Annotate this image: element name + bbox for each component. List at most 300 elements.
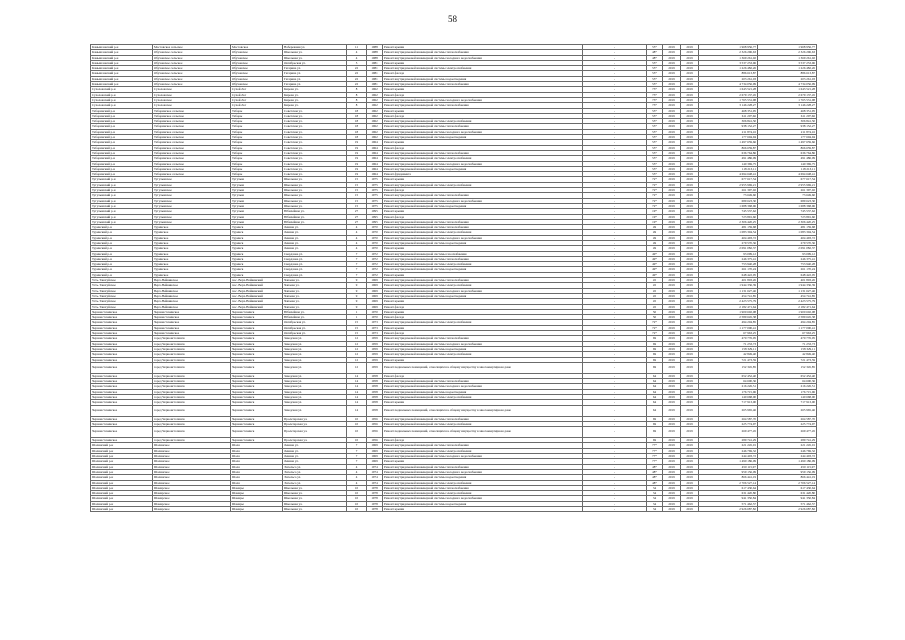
- cell-dash: -: [583, 389, 647, 394]
- cell-work-type: Ремонт внутридомовой инженерной системы холодного водоснабжения: [383, 198, 583, 203]
- cell-plan-end: 2019: [681, 60, 699, 65]
- cell-cost: 745 537,62: [699, 209, 758, 214]
- cell-settlement: Черноисточинск: [231, 325, 283, 330]
- cell-plan-end: 2019: [681, 395, 699, 400]
- cell-settlement: Шамары: [231, 491, 283, 496]
- cell-year: 1962: [367, 129, 383, 134]
- cell-municipality: Сухоложское: [153, 97, 231, 102]
- cell-cost-total: 866 441,19: [758, 475, 817, 480]
- cell-house: 8: [347, 97, 367, 102]
- cell-cost: 454 741,85: [699, 293, 758, 298]
- cell-settlement: Туринск: [231, 246, 283, 251]
- cell-plan-start: 2019: [663, 256, 681, 261]
- cell-cost-total: 1 900 602,08: [758, 309, 817, 314]
- cell-municipality: Тугулымское: [153, 219, 231, 224]
- cell-plan-start: 2019: [663, 384, 681, 389]
- cell-dash: -: [583, 66, 647, 71]
- cell-dash: -: [583, 235, 647, 240]
- cell-settlement: Черноисточинск: [231, 336, 283, 341]
- cell-year: 1958: [367, 373, 383, 378]
- cell-district: Таборинский р-н: [91, 150, 153, 155]
- cell-settlement: Черноисточинск: [231, 438, 283, 443]
- cell-wear: 48*: [647, 55, 663, 60]
- cell-settlement: Шаля: [231, 448, 283, 453]
- cell-cost-total: 689 623,30: [758, 198, 817, 203]
- cell-cost: 1 968 956,77: [699, 45, 758, 50]
- cell-wear: 19*: [647, 219, 663, 224]
- cell-wear: 45: [647, 278, 663, 283]
- cell-cost-total: 177 604,94: [758, 135, 817, 140]
- cell-plan-end: 2019: [681, 113, 699, 118]
- cell-plan-end: 2019: [681, 92, 699, 97]
- cell-plan-start: 2019: [663, 405, 681, 416]
- cell-district: Туринский р-н: [91, 225, 153, 230]
- cell-street: Заводская ул.: [283, 352, 347, 357]
- cell-district: Камышловский р-н: [91, 50, 153, 55]
- cell-municipality: Шалинское: [153, 454, 231, 459]
- cell-plan-start: 2019: [663, 45, 681, 50]
- cell-district: Сухоложский р-н: [91, 103, 153, 108]
- cell-street: Заводская ул.: [283, 400, 347, 405]
- cell-dash: -: [583, 304, 647, 309]
- cell-cost-total: 306 841,50: [758, 119, 817, 124]
- cell-plan-start: 2019: [663, 108, 681, 113]
- cell-house: 15: [347, 188, 367, 193]
- cell-plan-end: 2019: [681, 71, 699, 76]
- cell-district: Черноисточинское: [91, 421, 153, 426]
- cell-year: 1995: [367, 219, 383, 224]
- cell-dash: -: [583, 103, 647, 108]
- cell-plan-start: 2019: [663, 346, 681, 351]
- cell-cost-total: 938 152,27: [758, 124, 817, 129]
- cell-plan-end: 2019: [681, 464, 699, 469]
- cell-dash: -: [583, 443, 647, 448]
- cell-settlement: Черноисточинск: [231, 421, 283, 426]
- cell-plan-end: 2019: [681, 156, 699, 161]
- cell-work-type: Ремонт внутридомовой инженерной системы электроснабжения: [383, 119, 583, 124]
- cell-cost-total: 723 891,60: [758, 214, 817, 219]
- cell-settlement: Тугулым: [231, 209, 283, 214]
- cell-street: Свердлова ул.: [283, 267, 347, 272]
- cell-cost: 571 462,57: [699, 501, 758, 506]
- cell-year: 1974: [367, 475, 383, 480]
- cell-settlement: Туринск: [231, 235, 283, 240]
- cell-district: Туринский р-н: [91, 230, 153, 235]
- cell-wear: 72*: [647, 198, 663, 203]
- cell-settlement: Сухой Лог: [231, 97, 283, 102]
- cell-district: Туринский р-н: [91, 256, 153, 261]
- cell-settlement: Шамары: [231, 485, 283, 490]
- cell-plan-end: 2019: [681, 427, 699, 438]
- cell-wear: 69: [647, 336, 663, 341]
- cell-dash: -: [583, 209, 647, 214]
- cell-cost-total: 2 706 527,14: [758, 480, 817, 485]
- cell-wear: 73*: [647, 97, 663, 102]
- cell-settlement: Черноисточинск: [231, 405, 283, 416]
- cell-district: Таборинский р-н: [91, 129, 153, 134]
- cell-municipality: Таборинское сельское: [153, 113, 231, 118]
- cell-municipality: город Черноисточинск: [153, 395, 231, 400]
- cell-work-type: Ремонт фасада: [383, 188, 583, 193]
- cell-street: Энгельса ул.: [283, 464, 347, 469]
- cell-cost: 152 345,85: [699, 362, 758, 373]
- cell-cost: 721 473,59: [699, 357, 758, 362]
- cell-house: 10: [347, 421, 367, 426]
- cell-street: Чапаева ул.: [283, 283, 347, 288]
- cell-settlement: Черноисточинск: [231, 315, 283, 320]
- cell-cost: 481 159,68: [699, 225, 758, 230]
- cell-house: 1: [347, 315, 367, 320]
- cell-district: Тугулымский р-н: [91, 182, 153, 187]
- cell-settlement: Черноисточинск: [231, 379, 283, 384]
- cell-district: Шалинский р-н: [91, 507, 153, 512]
- cell-settlement: Обуховское: [231, 60, 283, 65]
- cell-dash: -: [583, 92, 647, 97]
- cell-cost: 959 156,09: [699, 469, 758, 474]
- cell-cost-total: 1 944 336,39: [758, 283, 817, 288]
- cell-year: 1962: [367, 135, 383, 140]
- cell-cost: 491 486,09: [699, 156, 758, 161]
- cell-district: Шалинский р-н: [91, 496, 153, 501]
- cell-cost-total: 2 306 420,25: [758, 219, 817, 224]
- cell-house: 7: [347, 459, 367, 464]
- cell-district: Усть-Таватуйское: [91, 288, 153, 293]
- cell-settlement: Шамары: [231, 496, 283, 501]
- cell-cost: 279 570,36: [699, 240, 758, 245]
- cell-house: 12: [347, 352, 367, 357]
- cell-plan-end: 2019: [681, 299, 699, 304]
- cell-street: Школьная ул.: [283, 485, 347, 490]
- cell-dash: -: [583, 325, 647, 330]
- cell-street: Школьная ул.: [283, 507, 347, 512]
- cell-municipality: Туринское: [153, 251, 231, 256]
- cell-dash: -: [583, 203, 647, 208]
- cell-work-type: Ремонт внутридомовой инженерной системы холодного водоснабжения: [383, 129, 583, 134]
- cell-year: 1973: [367, 325, 383, 330]
- cell-plan-start: 2019: [663, 214, 681, 219]
- cell-house: 10: [347, 416, 367, 421]
- cell-settlement: Таборы: [231, 124, 283, 129]
- cell-work-type: Ремонт внутридомовой инженерной системы теплоснабжения: [383, 256, 583, 261]
- cell-dash: -: [583, 427, 647, 438]
- cell-cost-total: 677 617,54: [758, 177, 817, 182]
- cell-year: 1970: [367, 235, 383, 240]
- cell-wear: 55*: [647, 140, 663, 145]
- cell-municipality: город Черноисточинск: [153, 421, 231, 426]
- cell-house: 14: [347, 373, 367, 378]
- cell-house: 15: [347, 331, 367, 336]
- cell-plan-end: 2019: [681, 443, 699, 448]
- cell-district: Таборинский р-н: [91, 140, 153, 145]
- cell-district: Черноисточинское: [91, 346, 153, 351]
- cell-settlement: Шаля: [231, 480, 283, 485]
- cell-municipality: Сухоложское: [153, 87, 231, 92]
- cell-district: Черноисточинское: [91, 341, 153, 346]
- cell-street: Заводская ул.: [283, 341, 347, 346]
- cell-dash: -: [583, 309, 647, 314]
- cell-district: Таборинский р-н: [91, 135, 153, 140]
- cell-plan-start: 2019: [663, 336, 681, 341]
- cell-municipality: город Черноисточинск: [153, 427, 231, 438]
- cell-cost: 617 430,64: [699, 485, 758, 490]
- cell-work-type: Ремонт внутридомовой инженерной системы теплоснабжения: [383, 336, 583, 341]
- cell-house: 10: [347, 438, 367, 443]
- cell-house: 19: [347, 140, 367, 145]
- cell-plan-end: 2019: [681, 315, 699, 320]
- cell-house: 19: [347, 150, 367, 155]
- cell-cost: 244 403,72: [699, 454, 758, 459]
- cell-work-type: Ремонт внутридомовой инженерной системы теплоснабжения: [383, 464, 583, 469]
- cell-cost-total: 1 765 531,98: [758, 97, 817, 102]
- cell-municipality: город Черноисточинск: [153, 400, 231, 405]
- cell-work-type: Ремонт крыши: [383, 87, 583, 92]
- cell-street: Ленина ул.: [283, 459, 347, 464]
- cell-cost-total: 73 649,60: [758, 193, 817, 198]
- cell-house: 10: [347, 485, 367, 490]
- cell-plan-end: 2019: [681, 256, 699, 261]
- cell-cost-total: 4 734 056,99: [758, 82, 817, 87]
- cell-year: 1962: [367, 108, 383, 113]
- cell-plan-start: 2019: [663, 341, 681, 346]
- cell-district: Тугулымский р-н: [91, 203, 153, 208]
- cell-plan-end: 2019: [681, 235, 699, 240]
- cell-plan-end: 2019: [681, 140, 699, 145]
- cell-dash: -: [583, 71, 647, 76]
- cell-dash: -: [583, 113, 647, 118]
- cell-municipality: город Черноисточинск: [153, 362, 231, 373]
- cell-cost: 4 694 648,41: [699, 172, 758, 177]
- cell-cost: 261 397,02: [699, 188, 758, 193]
- cell-house: 14: [347, 405, 367, 416]
- cell-wear: 55*: [647, 161, 663, 166]
- cell-settlement: Туринск: [231, 225, 283, 230]
- cell-plan-start: 2019: [663, 76, 681, 81]
- cell-wear: 73*: [647, 103, 663, 108]
- cell-settlement: Таборы: [231, 108, 283, 113]
- cell-street: Советская ул.: [283, 145, 347, 150]
- cell-cost: 2 926 687,82: [699, 507, 758, 512]
- cell-plan-end: 2019: [681, 283, 699, 288]
- cell-street: Юбилейная ул.: [283, 214, 347, 219]
- cell-house: 12: [347, 346, 367, 351]
- cell-district: Сухоложский р-н: [91, 97, 153, 102]
- cell-municipality: Мостовское сельское: [153, 45, 231, 50]
- cell-plan-start: 2019: [663, 400, 681, 405]
- cell-settlement: Черноисточинск: [231, 427, 283, 438]
- cell-work-type: Ремонт крыши: [383, 309, 583, 314]
- cell-cost: 261 170,24: [699, 267, 758, 272]
- cell-plan-end: 2019: [681, 82, 699, 87]
- cell-cost: 648 422,05: [699, 272, 758, 277]
- cell-cost-total: 4 694 648,41: [758, 172, 817, 177]
- cell-plan-start: 2019: [663, 459, 681, 464]
- cell-district: Камышловский р-н: [91, 45, 153, 50]
- cell-year: 1962: [367, 97, 383, 102]
- cell-street: Пролетарская ул.: [283, 416, 347, 421]
- cell-plan-end: 2019: [681, 262, 699, 267]
- cell-dash: -: [583, 331, 647, 336]
- cell-cost: 404 493,72: [699, 235, 758, 240]
- cell-dash: -: [583, 156, 647, 161]
- cell-year: 1964: [367, 166, 383, 171]
- cell-wear: 69: [647, 346, 663, 351]
- cell-district: Таборинский р-н: [91, 161, 153, 166]
- cell-street: Советская ул.: [283, 119, 347, 124]
- cell-plan-start: 2019: [663, 177, 681, 182]
- cell-cost-total: 1 497 659,66: [758, 140, 817, 145]
- cell-work-type: Ремонт внутридомовой инженерной системы теплоснабжения: [383, 193, 583, 198]
- cell-district: Шалинский р-н: [91, 485, 153, 490]
- cell-plan-start: 2019: [663, 357, 681, 362]
- cell-work-type: Ремонт крыши: [383, 357, 583, 362]
- cell-wear: 48*: [647, 50, 663, 55]
- cell-cost: 4 734 056,99: [699, 82, 758, 87]
- cell-dash: -: [583, 299, 647, 304]
- cell-house: 4: [347, 50, 367, 55]
- cell-dash: -: [583, 188, 647, 193]
- cell-plan-end: 2019: [681, 124, 699, 129]
- cell-house: 15: [347, 325, 367, 330]
- cell-year: 1970: [367, 230, 383, 235]
- cell-street: Гагарина ул.: [283, 71, 347, 76]
- cell-plan-start: 2019: [663, 480, 681, 485]
- cell-district: Черноисточинское: [91, 384, 153, 389]
- cell-settlement: Тугулым: [231, 193, 283, 198]
- cell-settlement: пос. Верх-Нейвинский: [231, 293, 283, 298]
- cell-municipality: Тугулымское: [153, 182, 231, 187]
- cell-year: 1956: [367, 421, 383, 426]
- cell-year: 1974: [367, 480, 383, 485]
- cell-wear: 49: [647, 246, 663, 251]
- cell-house: 9: [347, 283, 367, 288]
- cell-district: Усть-Таватуйское: [91, 304, 153, 309]
- cell-plan-end: 2019: [681, 119, 699, 124]
- cell-cost: 2 423 575,79: [699, 299, 758, 304]
- cell-house: 4: [347, 240, 367, 245]
- cell-wear: 55*: [647, 113, 663, 118]
- cell-street: Пролетарская ул.: [283, 427, 347, 438]
- cell-house: 7: [347, 448, 367, 453]
- cell-street: Советская ул.: [283, 108, 347, 113]
- cell-dash: -: [583, 352, 647, 357]
- cell-year: 1962: [367, 119, 383, 124]
- cell-cost: 450 115,97: [699, 464, 758, 469]
- cell-cost: 1 490 186,09: [699, 459, 758, 464]
- cell-cost: 246 769,32: [699, 448, 758, 453]
- cell-dash: -: [583, 55, 647, 60]
- cell-dash: -: [583, 480, 647, 485]
- cell-wear: 55*: [647, 129, 663, 134]
- cell-municipality: Туринское: [153, 267, 231, 272]
- cell-work-type: Ремонт внутридомовой инженерной системы холодного водоснабжения: [383, 235, 583, 240]
- cell-district: Черноисточинское: [91, 395, 153, 400]
- cell-year: 1970: [367, 240, 383, 245]
- cell-year: 1970: [367, 225, 383, 230]
- cell-municipality: Шамарское: [153, 491, 231, 496]
- cell-plan-start: 2019: [663, 262, 681, 267]
- cell-work-type: Ремонт внутридомовой инженерной системы теплоснабжения: [383, 124, 583, 129]
- cell-settlement: Тугулым: [231, 198, 283, 203]
- cell-municipality: Шалинское: [153, 459, 231, 464]
- cell-wear: 72*: [647, 188, 663, 193]
- cell-dash: -: [583, 214, 647, 219]
- cell-cost: 118 213,11: [699, 166, 758, 171]
- cell-cost-total: 652 452,40: [758, 373, 817, 378]
- cell-dash: -: [583, 405, 647, 416]
- cell-cost: 1 131 627,46: [699, 288, 758, 293]
- cell-wear: 55*: [647, 145, 663, 150]
- cell-work-type: Ремонт фасада: [383, 304, 583, 309]
- cell-wear: 49*: [647, 251, 663, 256]
- cell-municipality: город Черноисточинск: [153, 438, 231, 443]
- cell-street: Гагарина ул.: [283, 66, 347, 71]
- cell-work-type: Ремонт фасада: [383, 331, 583, 336]
- cell-work-type: Ремонт внутридомовой инженерной системы теплоснабжения: [383, 82, 583, 87]
- cell-dash: -: [583, 150, 647, 155]
- cell-plan-start: 2019: [663, 416, 681, 421]
- cell-work-type: Ремонт внутридомовой инженерной системы теплоснабжения: [383, 225, 583, 230]
- cell-district: Сухоложский р-н: [91, 92, 153, 97]
- cell-street: Чапаева ул.: [283, 293, 347, 298]
- cell-settlement: пос. Верх-Нейвинский: [231, 283, 283, 288]
- cell-plan-start: 2019: [663, 427, 681, 438]
- cell-district: Тугулымский р-н: [91, 198, 153, 203]
- cell-wear: 45: [647, 293, 663, 298]
- cell-work-type: Ремонт фундамента: [383, 172, 583, 177]
- cell-plan-start: 2019: [663, 320, 681, 325]
- cell-work-type: Ремонт внутридомовой инженерной системы водоотведения: [383, 203, 583, 208]
- cell-municipality: Шамарское: [153, 496, 231, 501]
- cell-cost-total: 636 764,86: [758, 150, 817, 155]
- cell-work-type: Ремонт фасада: [383, 315, 583, 320]
- cell-cost-total: 269 477,45: [758, 427, 817, 438]
- cell-plan-end: 2019: [681, 469, 699, 474]
- cell-settlement: Мостовское: [231, 45, 283, 50]
- cell-year: 1959: [367, 352, 383, 357]
- cell-district: Шалинский р-н: [91, 464, 153, 469]
- cell-street: Заводская ул.: [283, 362, 347, 373]
- cell-cost-total: 64 600,36: [758, 379, 817, 384]
- cell-dash: -: [583, 97, 647, 102]
- cell-wear: 69: [647, 421, 663, 426]
- cell-street: Ленина ул.: [283, 230, 347, 235]
- cell-year: 1975: [367, 203, 383, 208]
- cell-work-type: Ремонт внутридомовой инженерной системы электроснабжения: [383, 448, 583, 453]
- cell-cost: 42 849,40: [699, 352, 758, 357]
- cell-work-type: Ремонт внутридомовой инженерной системы водоотведения: [383, 389, 583, 394]
- cell-settlement: Шаля: [231, 475, 283, 480]
- cell-work-type: Ремонт внутридомовой инженерной системы теплоснабжения: [383, 150, 583, 155]
- cell-work-type: Ремонт внутридомовой инженерной системы теплоснабжения: [383, 443, 583, 448]
- cell-dash: -: [583, 507, 647, 512]
- cell-dash: -: [583, 320, 647, 325]
- cell-work-type: Ремонт внутридомовой инженерной системы водоотведения: [383, 76, 583, 81]
- cell-municipality: город Черноисточинск: [153, 346, 231, 351]
- cell-wear: 45: [647, 299, 663, 304]
- cell-dash: -: [583, 379, 647, 384]
- cell-wear: 48*: [647, 469, 663, 474]
- cell-wear: 34: [647, 491, 663, 496]
- cell-work-type: Ремонт фасада: [383, 438, 583, 443]
- cell-street: Советская ул.: [283, 124, 347, 129]
- cell-wear: 64: [647, 400, 663, 405]
- cell-plan-end: 2019: [681, 459, 699, 464]
- cell-cost-total: 2 926 687,82: [758, 507, 817, 512]
- cell-plan-end: 2019: [681, 97, 699, 102]
- cell-district: Таборинский р-н: [91, 119, 153, 124]
- cell-dash: -: [583, 272, 647, 277]
- cell-cost-total: 1 688 368,96: [758, 203, 817, 208]
